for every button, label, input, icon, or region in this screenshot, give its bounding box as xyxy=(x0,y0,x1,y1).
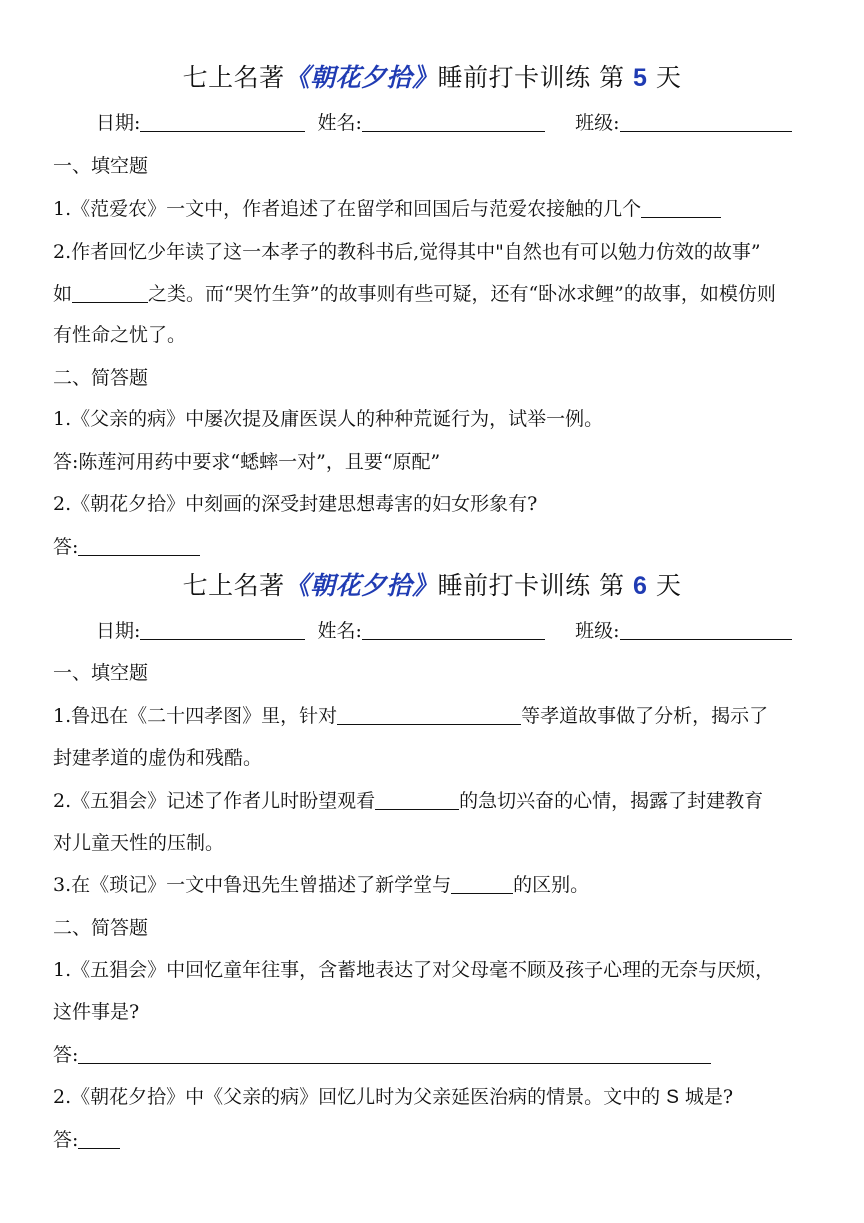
answer-label: 答: xyxy=(53,1129,79,1151)
question-text: 1.鲁迅在《二十四孝图》里，针对 xyxy=(53,705,338,727)
question-1-1-day5 xyxy=(53,196,721,222)
question-text: 的急切兴奋的心情，揭露了封建教育 xyxy=(459,790,764,812)
question-2-1-day6-line1: 1.《五猖会》中回忆童年往事，含蓄地表达了对父母毫不顾及孩子心理的无奈与厌烦， xyxy=(53,959,775,981)
question-2-2-day6 xyxy=(53,1084,733,1111)
answer-2-2-day6 xyxy=(53,1127,120,1153)
question-1-2-day5-line3: 有性命之忧了。 xyxy=(53,324,187,346)
answer-2-2-day5 xyxy=(53,534,200,560)
date-blank[interactable] xyxy=(140,111,305,132)
question-1-2-day5-line2 xyxy=(53,281,776,307)
name-label: 姓名: xyxy=(317,620,362,642)
answer-2-1-day5: 答:陈莲河用药中要求“蟋蟀一对”，且要“原配” xyxy=(53,451,441,473)
class-blank[interactable] xyxy=(620,619,792,640)
answer-label: 答: xyxy=(53,1044,79,1066)
day-number: 5 xyxy=(633,64,648,92)
answer-blank[interactable] xyxy=(72,282,148,303)
question-text: 如 xyxy=(53,283,73,305)
question-1-2-day5-line1: 2.作者回忆少年读了这一本孝子的教科书后,觉得其中"自然也有可以勉力仿效的故事” xyxy=(53,241,761,263)
question-text: 1.《范爱农》一文中，作者追述了在留学和回国后与范爱农接触的几个 xyxy=(53,198,642,220)
sheet-title-day5 xyxy=(0,62,864,94)
title-suffix: 睡前打卡训练 第 xyxy=(437,571,625,600)
day-unit: 天 xyxy=(655,63,682,92)
day-number: 6 xyxy=(633,572,648,600)
class-label: 班级: xyxy=(575,112,620,134)
answer-blank[interactable] xyxy=(641,197,721,218)
answer-label: 答: xyxy=(53,536,79,558)
class-label: 班级: xyxy=(575,620,620,642)
student-info-day5 xyxy=(96,110,792,136)
title-suffix: 睡前打卡训练 第 xyxy=(437,63,625,92)
question-1-2-day6-line1 xyxy=(53,788,763,814)
question-text: 2.《五猖会》记述了作者儿时盼望观看 xyxy=(53,790,376,812)
question-text: 之类。而“哭竹生笋”的故事则有些可疑，还有“卧冰求鲤”的故事，如模仿则 xyxy=(148,283,776,305)
answer-blank[interactable] xyxy=(78,1128,120,1149)
question-text: S xyxy=(666,1087,679,1108)
book-title: 《朝花夕拾》 xyxy=(284,63,438,92)
section-short-answer-day5: 二、简答题 xyxy=(53,367,149,389)
question-text: 城是? xyxy=(684,1086,734,1108)
question-1-3-day6 xyxy=(53,872,589,898)
question-text: 3.在《琐记》一文中鲁迅先生曾描述了新学堂与 xyxy=(53,874,452,896)
sheet-title-day6 xyxy=(0,570,864,602)
answer-blank[interactable] xyxy=(78,1043,711,1064)
class-blank[interactable] xyxy=(620,111,792,132)
name-blank[interactable] xyxy=(362,619,545,640)
day-unit: 天 xyxy=(655,571,682,600)
question-text: 的区别。 xyxy=(513,874,590,896)
question-1-1-day6-line2: 封建孝道的虚伪和残酷。 xyxy=(53,747,263,769)
book-title: 《朝花夕拾》 xyxy=(284,571,438,600)
question-1-2-day6-line2: 对儿童天性的压制。 xyxy=(53,832,225,854)
name-blank[interactable] xyxy=(362,111,545,132)
answer-2-1-day6 xyxy=(53,1042,711,1068)
question-2-1-day5: 1.《父亲的病》中屡次提及庸医误人的种种荒诞行为，试举一例。 xyxy=(53,408,604,430)
title-prefix: 七上名著 xyxy=(182,63,285,92)
question-2-2-day5: 2.《朝花夕拾》中刻画的深受封建思想毒害的妇女形象有? xyxy=(53,493,538,515)
answer-blank[interactable] xyxy=(451,873,513,894)
question-text: 2.《朝花夕拾》中《父亲的病》回忆儿时为父亲延医治病的情景。文中的 xyxy=(53,1086,661,1108)
question-2-1-day6-line2: 这件事是? xyxy=(53,1001,140,1023)
date-blank[interactable] xyxy=(140,619,305,640)
section-fill-blank-day5: 一、填空题 xyxy=(53,155,149,177)
question-text: 等孝道故事做了分析，揭示了 xyxy=(521,705,769,727)
date-label: 日期: xyxy=(96,112,141,134)
section-short-answer-day6: 二、简答题 xyxy=(53,917,149,939)
answer-blank[interactable] xyxy=(375,789,459,810)
date-label: 日期: xyxy=(96,620,141,642)
question-1-1-day6-line1 xyxy=(53,703,768,729)
title-prefix: 七上名著 xyxy=(182,571,285,600)
answer-blank[interactable] xyxy=(337,704,521,725)
answer-blank[interactable] xyxy=(78,535,200,556)
name-label: 姓名: xyxy=(317,112,362,134)
section-fill-blank-day6: 一、填空题 xyxy=(53,662,149,684)
student-info-day6 xyxy=(96,618,792,644)
